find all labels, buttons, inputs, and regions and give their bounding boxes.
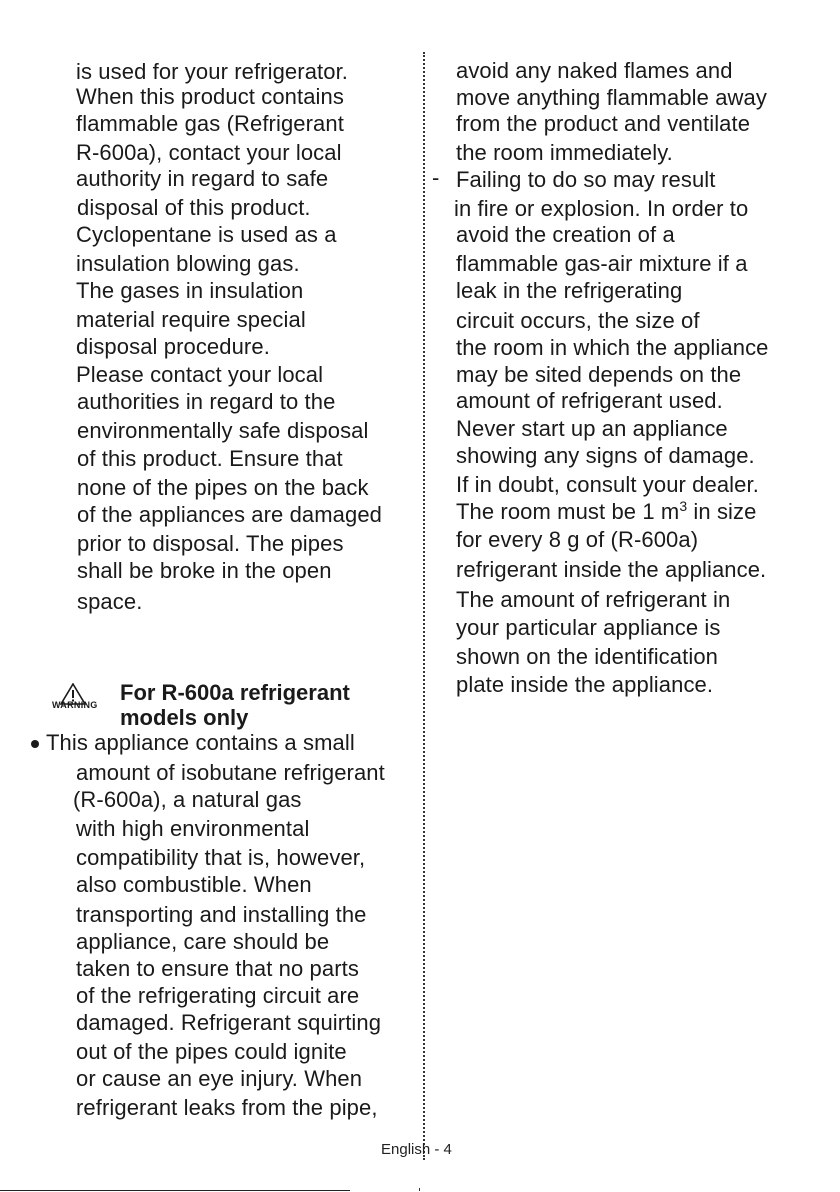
body-text-line: refrigerant inside the appliance.	[456, 557, 767, 582]
body-text-line: space.	[77, 589, 143, 614]
superscript-3: 3	[679, 498, 688, 514]
body-text-line: may be sited depends on the	[456, 362, 742, 387]
body-text-line: amount of refrigerant used.	[456, 388, 723, 413]
bullet-text-line: This appliance contains a small	[46, 730, 355, 755]
bullet-text-line: appliance, care should be	[76, 929, 330, 954]
body-text-line: of this product. Ensure that	[77, 446, 343, 471]
body-text-line: If in doubt, consult your dealer.	[456, 472, 759, 497]
body-text-line: plate inside the appliance.	[456, 672, 714, 697]
warning-label: WARNING	[52, 700, 98, 710]
body-text-line: shown on the identification	[456, 644, 718, 669]
body-text-line: of the appliances are damaged	[77, 502, 383, 527]
body-text-line: the room in which the appliance	[456, 335, 769, 360]
body-text-line: your particular appliance is	[456, 615, 721, 640]
bullet-text-line: of the refrigerating circuit are	[76, 983, 360, 1008]
bullet-text-line: refrigerant leaks from the pipe,	[76, 1095, 378, 1120]
body-text-line: material require special	[76, 307, 306, 332]
body-text-line: flammable gas (Refrigerant	[76, 111, 344, 136]
column-divider	[423, 52, 425, 1160]
dash-marker: -	[432, 165, 440, 190]
body-text-line: in fire or explosion. In order to	[454, 196, 749, 221]
body-text-line: R-600a), contact your local	[76, 140, 342, 165]
section-heading-line2: models only	[120, 705, 249, 730]
bullet-text-line: out of the pipes could ignite	[76, 1039, 347, 1064]
body-text-line: move anything flammable away	[456, 85, 767, 110]
body-text-line: is used for your refrigerator.	[76, 59, 349, 84]
body-text-line: for every 8 g of (R-600a)	[456, 527, 699, 552]
bottom-tick	[419, 1188, 420, 1191]
body-text-line: the room immediately.	[456, 140, 673, 165]
bullet-text-line: taken to ensure that no parts	[76, 956, 359, 981]
room-size-unit: in size	[687, 499, 757, 524]
bullet-text-line: (R-600a), a natural gas	[73, 787, 302, 812]
body-text-line: shall be broke in the open	[77, 558, 332, 583]
body-text-line: Failing to do so may result	[456, 167, 716, 192]
body-text-line: circuit occurs, the size of	[456, 308, 700, 333]
room-size-text: The room must be 1 m	[456, 499, 680, 524]
bullet-text-line: also combustible. When	[76, 872, 312, 897]
body-text-line: The gases in insulation	[76, 278, 304, 303]
room-size-line	[456, 499, 756, 525]
page-footer: English - 4	[381, 1141, 452, 1158]
body-text-line: none of the pipes on the back	[77, 475, 369, 500]
body-text-line: avoid the creation of a	[456, 222, 675, 247]
body-text-line: flammable gas-air mixture if a	[456, 251, 748, 276]
bullet-marker	[31, 740, 39, 748]
bullet-text-line: with high environmental	[76, 816, 310, 841]
body-text-line: from the product and ventilate	[456, 111, 751, 136]
body-text-line: environmentally safe disposal	[77, 418, 369, 443]
bullet-text-line: transporting and installing the	[76, 902, 367, 927]
body-text-line: disposal procedure.	[76, 334, 270, 359]
bottom-rule	[0, 1190, 350, 1191]
body-text-line: leak in the refrigerating	[456, 278, 683, 303]
body-text-line: Cyclopentane is used as a	[76, 222, 337, 247]
bullet-text-line: amount of isobutane refrigerant	[76, 760, 385, 785]
body-text-line: avoid any naked flames and	[456, 58, 733, 83]
body-text-line: Please contact your local	[76, 362, 324, 387]
bullet-text-line: compatibility that is, however,	[76, 845, 366, 870]
body-text-line: When this product contains	[76, 84, 344, 109]
bullet-text-line: or cause an eye injury. When	[76, 1066, 363, 1091]
body-text-line: showing any signs of damage.	[456, 443, 755, 468]
section-heading-line1: For R-600a refrigerant	[120, 680, 350, 705]
body-text-line: disposal of this product.	[77, 195, 311, 220]
body-text-line: authorities in regard to the	[77, 389, 336, 414]
bullet-text-line: damaged. Refrigerant squirting	[76, 1010, 382, 1035]
body-text-line: authority in regard to safe	[76, 166, 329, 191]
body-text-line: prior to disposal. The pipes	[77, 531, 344, 556]
body-text-line: Never start up an appliance	[456, 416, 728, 441]
body-text-line: The amount of refrigerant in	[456, 587, 731, 612]
body-text-line: insulation blowing gas.	[76, 251, 300, 276]
